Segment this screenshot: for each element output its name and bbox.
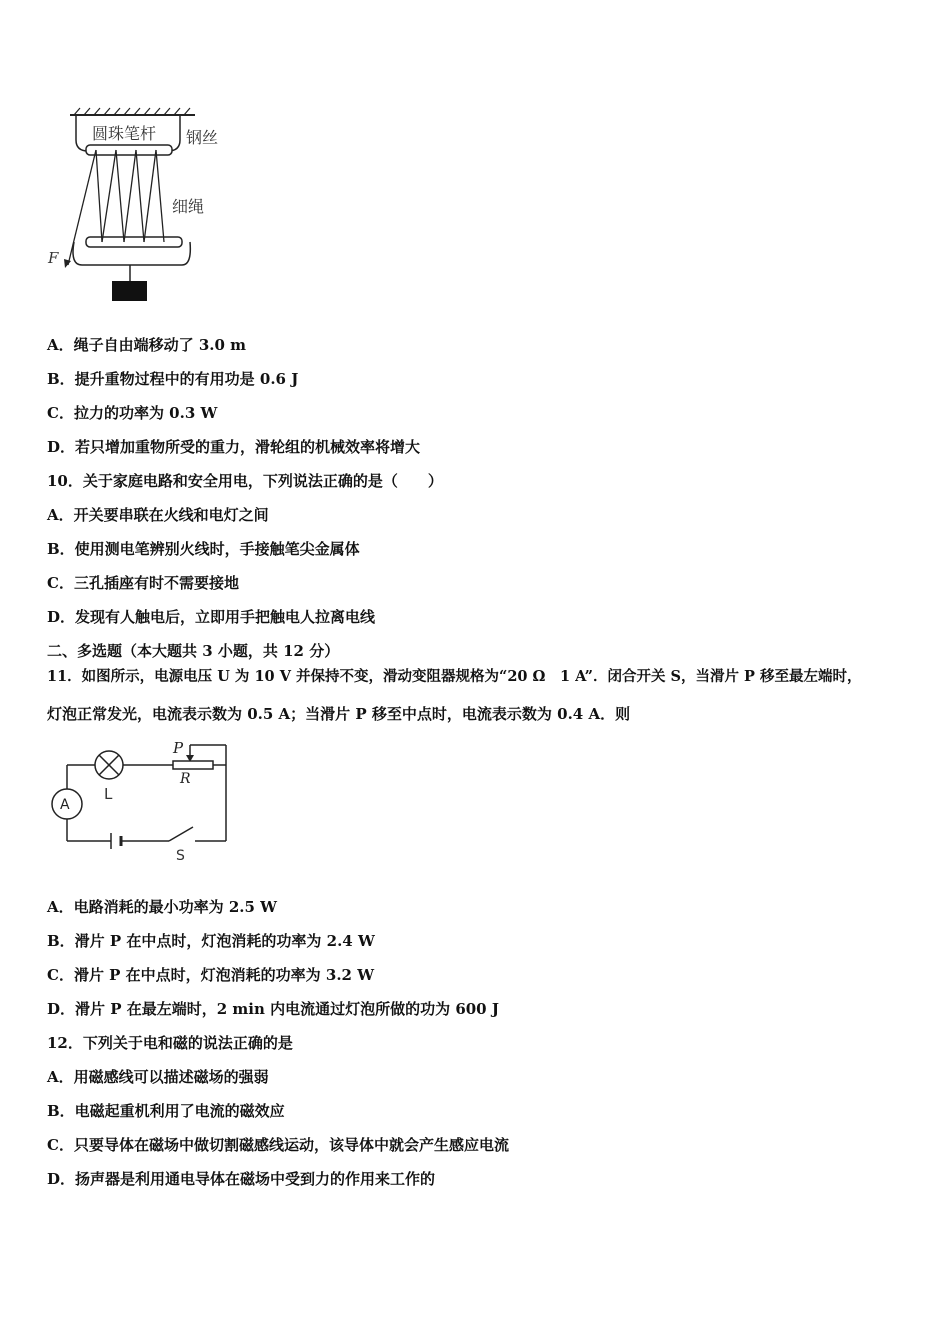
q12-option-d: D．扬声器是利用通电导体在磁场中受到力的作用来工作的 <box>47 1170 436 1188</box>
q10-option-b: B．使用测电笔辨别火线时，手接触笔尖金属体 <box>47 540 360 558</box>
ammeter-label: A <box>60 797 70 813</box>
circuit-diagram <box>45 737 245 867</box>
wire-label: 钢丝 <box>186 128 219 147</box>
q12-option-a: A．用磁感线可以描述磁场的强弱 <box>47 1068 269 1086</box>
q11-option-a: A．电路消耗的最小功率为 2.5 W <box>47 898 278 916</box>
q11-option-c: C．滑片 P 在中点时，灯泡消耗的功率为 3.2 W <box>47 966 375 984</box>
rod-label: 圆珠笔杆 <box>92 124 157 143</box>
q11-option-b: B．滑片 P 在中点时，灯泡消耗的功率为 2.4 W <box>47 932 375 950</box>
q9-option-b: B．提升重物过程中的有用功是 0.6 J <box>47 370 299 388</box>
rheostat-label: R <box>180 771 191 787</box>
q9-option-d: D．若只增加重物所受的重力，滑轮组的机械效率将增大 <box>47 438 421 456</box>
lamp-label: L <box>104 785 113 803</box>
switch-label: S <box>176 848 185 864</box>
rheostat <box>173 761 213 769</box>
rope-label: 细绳 <box>172 197 205 216</box>
weight-block <box>112 281 147 301</box>
slider-label: P <box>173 739 184 757</box>
q9-option-c: C．拉力的功率为 0.3 W <box>47 404 218 422</box>
q10-option-a: A．开关要串联在火线和电灯之间 <box>47 506 269 524</box>
q11-option-d: D．滑片 P 在最左端时，2 min 内电流通过灯泡所做的功为 600 J <box>47 1000 499 1018</box>
force-label: F <box>48 249 59 267</box>
q12-option-c: C．只要导体在磁场中做切割磁感线运动，该导体中就会产生感应电流 <box>47 1136 509 1154</box>
q10-option-d: D．发现有人触电后，立即用手把触电人拉离电线 <box>47 608 376 626</box>
circuit-figure <box>45 737 245 867</box>
q10-stem: 10．关于家庭电路和安全用电，下列说法正确的是（ ） <box>47 472 443 490</box>
q11-stem-line1: 11．如图所示，电源电压 U 为 10 V 并保持不变，滑动变阻器规格为“20 Ω 1 A”．闭合开关 S，当滑片 P 移至最左端时， <box>47 668 862 685</box>
q9-option-a: A．绳子自由端移动了 3.0 m <box>47 336 247 354</box>
pulley-diagram <box>40 105 240 305</box>
q12-stem: 12．下列关于电和磁的说法正确的是 <box>47 1034 293 1052</box>
section-title: 二、多选题（本大题共 3 小题，共 12 分） <box>47 642 340 660</box>
q12-option-b: B．电磁起重机利用了电流的磁效应 <box>47 1102 285 1120</box>
q11-stem-line2: 灯泡正常发光，电流表示数为 0.5 A；当滑片 P 移至中点时，电流表示数为 0.4 A．则 <box>47 705 631 723</box>
pulley-figure <box>40 105 240 305</box>
q10-option-c: C．三孔插座有时不需要接地 <box>47 574 239 592</box>
